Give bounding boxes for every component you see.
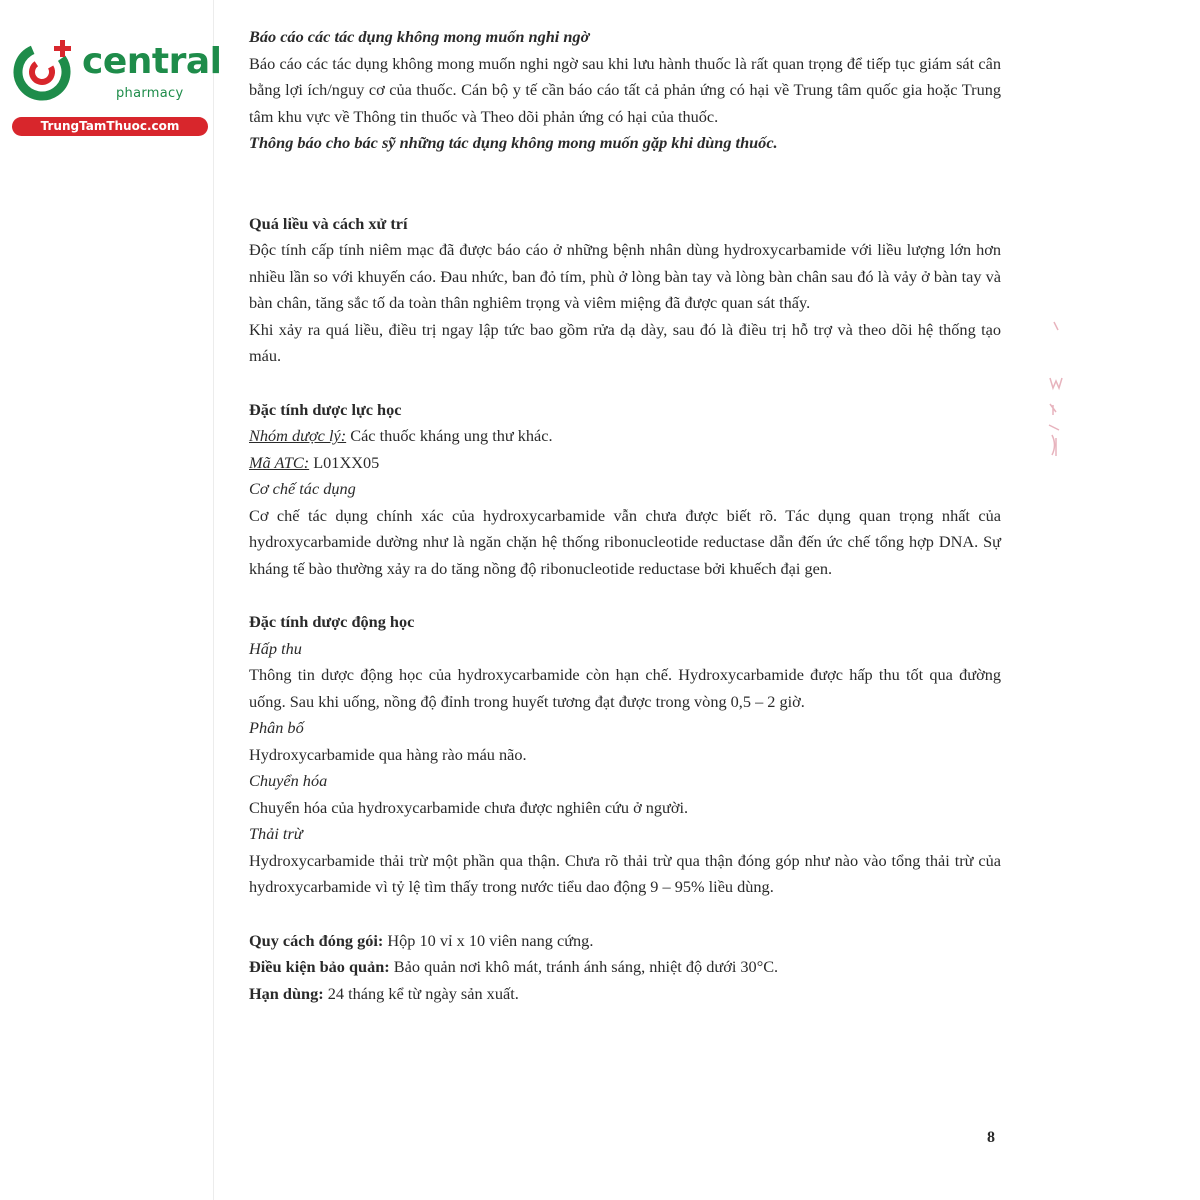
section-gap bbox=[249, 157, 1001, 211]
expiry-label: Hạn dùng: bbox=[249, 983, 324, 1003]
section-gap bbox=[249, 370, 1001, 397]
packaging-value: Hộp 10 vỉ x 10 viên nang cứng. bbox=[383, 930, 594, 950]
section-gap bbox=[249, 901, 1001, 928]
absorption-label: Hấp thu bbox=[249, 638, 302, 658]
storage-label: Điều kiện bảo quản: bbox=[249, 957, 390, 976]
page-edge bbox=[213, 0, 214, 1200]
overdose-heading: Quá liều và cách xử trí bbox=[249, 213, 408, 233]
metabolism-body: Chuyển hóa của hydroxycarbamide chưa được nghiên cứu ở người. bbox=[249, 797, 689, 817]
stamp-bleed-marks bbox=[1044, 320, 1064, 470]
distribution-label: Phân bố bbox=[249, 718, 304, 737]
expiry-line bbox=[249, 981, 1001, 1008]
pharmacologic-group-label: Nhóm dược lý: bbox=[249, 426, 347, 445]
expiry-value: 24 tháng kể từ ngày sản xuất. bbox=[323, 983, 519, 1003]
section-gap bbox=[249, 582, 1001, 609]
mechanism-body: Cơ chế tác dụng chính xác của hydroxycarbamide vẫn chưa được biết rõ. Tác dụng quan trọng nhất của hydroxycarbamide dường như là ngăn chặn hệ thống ribonucleotide reductase dẫn đến ức chế tổng hợp DNA. Sự kháng tế bào thường xảy ra do tăng nồng độ ribonucleotide reductase bởi khuếch đại gen. bbox=[249, 505, 1001, 578]
document-body bbox=[249, 24, 1001, 1007]
overdose-paragraph-1: Độc tính cấp tính niêm mạc đã được báo cáo ở những bệnh nhân dùng hydroxycarbamide với liều lượng lớn hơn nhiều lần so với khuyến cáo. Đau nhức, ban đỏ tím, phù ở lòng bàn tay và lòng bàn chân sau đó là vảy ở bàn tay và bàn chân, tăng sắc tố da toàn thân nghiêm trọng và viêm miệng đã được quan sát thấy. bbox=[249, 240, 1001, 312]
mechanism-label: Cơ chế tác dụng bbox=[249, 479, 356, 498]
pharmacologic-group-value: Các thuốc kháng ung thư khác. bbox=[346, 426, 553, 445]
pharmacodynamics-heading: Đặc tính dược lực học bbox=[249, 399, 402, 419]
packaging-label: Quy cách đóng gói: bbox=[249, 930, 384, 950]
reporting-notice: Thông báo cho bác sỹ những tác dụng không mong muốn gặp khi dùng thuốc. bbox=[249, 133, 778, 152]
logo-wordmark: central bbox=[82, 41, 222, 82]
overdose-paragraph-2: Khi xảy ra quá liều, điều trị ngay lập tức bao gồm rửa dạ dày, sau đó là điều trị hỗ trợ và theo dõi hệ thống tạo máu. bbox=[249, 319, 1001, 365]
reporting-heading: Báo cáo các tác dụng không mong muốn nghi ngờ bbox=[249, 27, 590, 46]
storage-value: Bảo quản nơi khô mát, tránh ánh sáng, nhiệt độ dưới 30°C. bbox=[389, 957, 779, 976]
logo-subtitle: pharmacy bbox=[116, 86, 184, 101]
logo-url-badge[interactable]: TrungTamThuoc.com bbox=[12, 117, 208, 136]
reporting-body: Báo cáo các tác dụng không mong muốn nghi ngờ sau khi lưu hành thuốc là rất quan trọng để tiếp tục giám sát cân bằng lợi ích/nguy cơ của thuốc. Cán bộ y tế cần báo cáo tất cả phản ứng có hại về Trung tâm quốc gia hoặc Trung tâm khu vực về Thông tin thuốc và Theo dõi phản ứng có hại của thuốc. bbox=[249, 53, 1001, 126]
atc-code-label: Mã ATC: bbox=[249, 452, 310, 472]
packaging-line bbox=[249, 928, 1001, 955]
pharmacologic-group bbox=[249, 423, 1001, 450]
metabolism-label: Chuyển hóa bbox=[249, 771, 328, 790]
absorption-body: Thông tin dược động học của hydroxycarbamide còn hạn chế. Hydroxycarbamide được hấp thu tốt qua đường uống. Sau khi uống, nồng độ đỉnh trong huyết tương đạt được trong vòng 0,5 – 2 giờ. bbox=[249, 665, 1001, 711]
central-pharmacy-logo[interactable] bbox=[12, 36, 222, 136]
pharmacokinetics-heading: Đặc tính dược động học bbox=[249, 612, 415, 631]
storage-line bbox=[249, 954, 1001, 981]
atc-code-value: L01XX05 bbox=[309, 452, 380, 472]
distribution-body: Hydroxycarbamide qua hàng rào máu não. bbox=[249, 744, 527, 764]
central-logo-icon bbox=[12, 40, 74, 102]
excretion-label: Thải trừ bbox=[249, 824, 303, 843]
page-number: 8 bbox=[987, 1129, 995, 1146]
atc-code bbox=[249, 450, 1001, 477]
excretion-body: Hydroxycarbamide thải trừ một phần qua thận. Chưa rõ thải trừ qua thận đóng góp như nào vào tổng thải trừ của hydroxycarbamide vì tỷ lệ tìm thấy trong nước tiểu dao động 9 – 95% liều dùng. bbox=[249, 850, 1001, 896]
